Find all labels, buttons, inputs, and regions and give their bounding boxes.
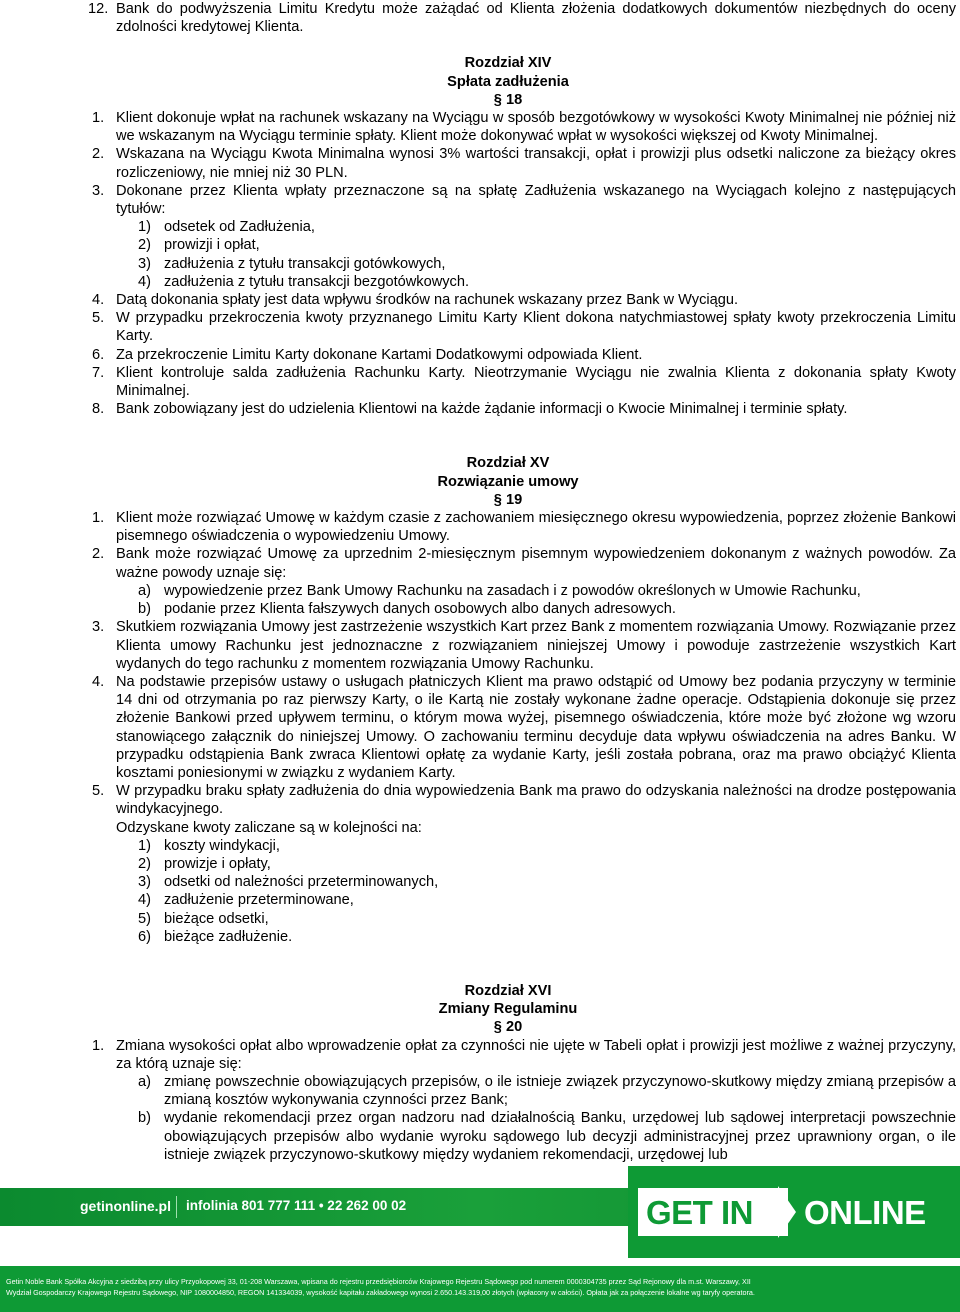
s19-item-1 [0,509,960,545]
section-20-heading: § 20 [493,1019,523,1036]
s18-item-5 [0,309,960,345]
item-text: zadłużenia z tytułu transakcji bezgotówkowych. [164,273,470,290]
s18-subitem-4 [0,273,960,291]
item-text: Datą dokonania spłaty jest data wpływu środków na rachunek wskazany przez Bank w Wyciągu. [116,292,739,309]
s19-recovery-5 [0,910,960,928]
s18-item-1 [0,109,960,145]
hotline-text: infolinia 801 777 111 • 22 262 00 02 [186,1198,407,1213]
section-18-heading: § 18 [493,91,523,108]
item-text: Zmiana wysokości opłat albo wprowadzenie opłat za czynności nie ujęte w Tabeli opłat i prowizji jest możliwe z ważnej przyczyny, za którą uznaje się: [116,1037,956,1072]
item-text: Klient może rozwiązać Umowę w każdym czasie z zachowaniem miesięcznego okresu wypowiedzenia, poprzez złożenie Bankowi pisemnego oświadczenia o wypowiedzeniu Umowy. [116,510,956,545]
item-text: Za przekroczenie Limitu Karty dokonane Kartami Dodatkowymi odpowiada Klient. [116,346,643,363]
legal-line-2: Wydział Gospodarczy Krajowego Rejestru Sądowego, NIP 1080004850, REGON 141334039, wysokość kapitału zakładowego wynosi 2.650.143.319,00 złotych (wpłacony w całości). Opłata jak za połączenie lokalne wg taryfy operatora. [6,1288,755,1297]
item-number: 3) [138,255,151,272]
s20-subitem-b [0,1109,960,1164]
logo-get-in-text: GET IN [646,1194,754,1231]
s18-subitem-3 [0,255,960,273]
item-number: 12. [88,1,109,17]
item-text: zadłużenie przeterminowane, [164,892,354,909]
item-number: 5. [92,783,105,800]
item-number: 2) [138,237,151,254]
item-number: 5. [92,310,105,327]
item-number: 3. [92,619,105,636]
item-number: 1. [92,510,105,527]
s19-recovery-1 [0,837,960,855]
item-number: 4) [138,892,151,909]
s19-subitem-a [0,582,960,600]
item-text: prowizje i opłaty, [164,855,271,872]
item-number: b) [138,601,151,618]
s18-item-6 [0,346,960,364]
item-number: 7. [92,364,105,381]
s19-item-3 [0,618,960,673]
item-number: b) [138,1110,151,1127]
chapter-15-subtitle: Rozwiązanie umowy [437,473,579,490]
item-text: Wskazana na Wyciągu Kwota Minimalna wynosi 3% wartości transakcji, opłat i prowizji plus odsetki naliczone za bieżący okres rozliczeniowy, nie mniej niż 30 PLN. [116,146,956,181]
item-text: odsetki od należności przeterminowanych, [164,874,439,891]
spacer [0,418,960,436]
item-text: odsetek od Zadłużenia, [164,219,315,236]
s18-item-4 [0,291,960,309]
item-text: zmianę powszechnie obowiązujących przepisów, o ile istnieje związek przyczynowo-skutkowy między zmianą przepisów a zmianą kosztów wykonywania czynności przez Bank; [164,1073,956,1109]
item-text: Na podstawie przepisów ustawy o usługach płatniczych Klient ma prawo odstąpić od Umowy bez podania przyczyny w terminie 14 dni od otrzymania po raz pierwszy Karty, o ile Kartą nie zostały wykonane żadne operacje. Odstąpienia dokonuje się przez złożenie Bankowi przed upływem terminu, o którym mowa wyżej, pisemnego oświadczenia, które może być złożone wg wzoru stanowiącego załącznik do niniejszej Umowy. O zachowaniu terminu decyduje data wpływu oświadczenia na adres Banku. W przypadku odstąpienia Bank zwraca Klientowi opłatę za wydanie Karty, jeśli została pobrana, oraz ma prawo obciążyć Klienta kosztami poniesionymi w związku z wydaniem Karty. [116,673,956,781]
s19-recovery-6 [0,928,960,946]
paragraph-12 [0,0,960,36]
s19-recovery-4 [0,891,960,909]
legal-notice [0,1266,960,1312]
item-number: 2. [92,146,105,163]
item-text: W przypadku przekroczenia kwoty przyznanego Limitu Karty Klient dokona natychmiastowej spłaty kwoty przekroczenia Limitu Karty. [116,310,956,345]
chapter-14-title: Rozdział XIV [464,55,552,72]
s19-recovery-2 [0,855,960,873]
item-text: bieżące odsetki, [164,910,269,927]
spacer [0,36,960,54]
page-footer [0,1166,960,1312]
item-number: 3. [92,182,105,199]
item-number: 1. [92,1037,105,1054]
item-text: Bank może rozwiązać Umowę za uprzednim 2-miesięcznym pisemnym wypowiedzeniem dokonanym z ważnych powodów. Za ważne powody uznaje się: [116,546,956,581]
s18-subitem-2 [0,236,960,254]
chapter-14-subtitle: Spłata zadłużenia [447,73,569,90]
s18-item-2 [0,145,960,181]
item-text: Klient dokonuje wpłat na rachunek wskazany na Wyciągu w sposób bezgotówkowy w wysokości Kwoty Minimalnej nie później niż we wskazanym na Wyciągu terminie spłaty. Klient może dokonywać wpłat w wysokości większej od Kwoty Minimalnej. [116,110,956,145]
arrow-icon [778,1186,796,1238]
s19-recovery-intro: Odzyskane kwoty zaliczane są w kolejności na: [116,819,422,836]
item-number: 3) [138,874,151,891]
s19-recovery-3 [0,873,960,891]
item-number: 1. [92,110,105,127]
s18-subitem-1 [0,218,960,236]
item-number: 5) [138,910,151,927]
item-number: 1) [138,219,151,236]
item-number: 2. [92,546,105,563]
item-text: W przypadku braku spłaty zadłużenia do dnia wypowiedzenia Bank ma prawo do odzyskania należności na drodze postępowania windykacyjnego. [116,783,956,818]
chapter-15-title: Rozdział XV [466,455,550,472]
item-number: 4. [92,292,105,309]
legal-line-1: Getin Noble Bank Spółka Akcyjna z siedzibą przy ulicy Przyokopowej 33, 01-208 Warszawa, wpisana do rejestru przedsiębiorców Krajowego Rejestru Sądowego pod numerem 0000304735 przez Sąd Rejonowy dla m.st. Warszawy, XII [6,1277,751,1286]
item-text: prowizji i opłat, [164,237,260,254]
footer-banner [0,1166,960,1258]
item-text: Skutkiem rozwiązania Umowy jest zastrzeżenie wszystkich Kart przez Bank z momentem rozwiązania Umowy. Rozwiązanie przez Klienta umowy Rachunku jest jednoznaczne z rozwiązaniem niniejszej Umowy i powoduje zastrzeżenie wszystkich Kart wydanych do tego rachunku z momentem rozwiązania Umowy Rachunku. [116,619,956,672]
s19-item-2 [0,545,960,581]
item-text: Bank zobowiązany jest do udzielenia Klientowi na każde żądanie informacji o Kwocie Minimalnej i terminie spłaty. [116,401,848,418]
spacer [0,946,960,964]
item-text: Bank do podwyższenia Limitu Kredytu może zażądać od Klienta złożenia dodatkowych dokumentów niezbędnych do oceny zdolności kredytowej Klienta. [116,1,956,36]
s19-item-5 [0,782,960,818]
getin-online-logo [628,1166,960,1258]
section-19-heading: § 19 [493,491,523,508]
s18-item-3 [0,182,960,218]
s20-subitem-a [0,1073,960,1109]
item-text: podanie przez Klienta fałszywych danych osobowych albo danych adresowych. [164,601,676,618]
s19-subitem-b [0,600,960,618]
item-number: a) [138,1073,151,1090]
item-number: 1) [138,837,151,854]
spacer [0,964,960,982]
s18-item-7 [0,364,960,400]
chapter-16-subtitle: Zmiany Regulaminu [438,1001,578,1018]
item-text: bieżące zadłużenie. [164,928,293,945]
item-text: Klient kontroluje salda zadłużenia Rachunku Karty. Nieotrzymanie Wyciągu nie zwalnia Klienta z dokonania spłaty Kwoty Minimalnej. [116,364,956,400]
item-number: a) [138,582,151,599]
item-number: 4. [92,673,105,690]
s18-item-8 [0,400,960,418]
item-number: 6) [138,928,151,945]
item-number: 8. [92,401,105,418]
item-number: 2) [138,855,151,872]
item-number: 4) [138,273,151,290]
s19-item-4 [0,673,960,782]
s20-item-1 [0,1037,960,1073]
item-text: zadłużenia z tytułu transakcji gotówkowych, [164,255,446,272]
item-number: 6. [92,346,105,363]
logo-online-text: ONLINE [804,1194,926,1231]
item-text: Dokonane przez Klienta wpłaty przeznaczone są na spłatę Zadłużenia wskazanego na Wyciągach kolejno z następujących tytułów: [116,182,956,218]
site-link[interactable]: getinonline.pl [80,1198,171,1214]
item-text: wydanie rekomendacji przez organ nadzoru nad działalnością Banku, urzędowej lub sądowej interpretacji powszechnie obowiązujących przepisów albo wydanie wyroku sądowego lub decyzji administracyjnej przez uprawniony organ, o ile istnieje związek przyczynowo-skutkowy między wydaniem rekomendacji, urzędowej lub [164,1110,956,1163]
chapter-16-title: Rozdział XVI [464,982,552,999]
divider [176,1196,177,1218]
spacer [0,436,960,454]
item-text: wypowiedzenie przez Bank Umowy Rachunku na zasadach i z powodów określonych w Umowie Rachunku, [164,582,861,599]
item-text: koszty windykacji, [164,837,280,854]
